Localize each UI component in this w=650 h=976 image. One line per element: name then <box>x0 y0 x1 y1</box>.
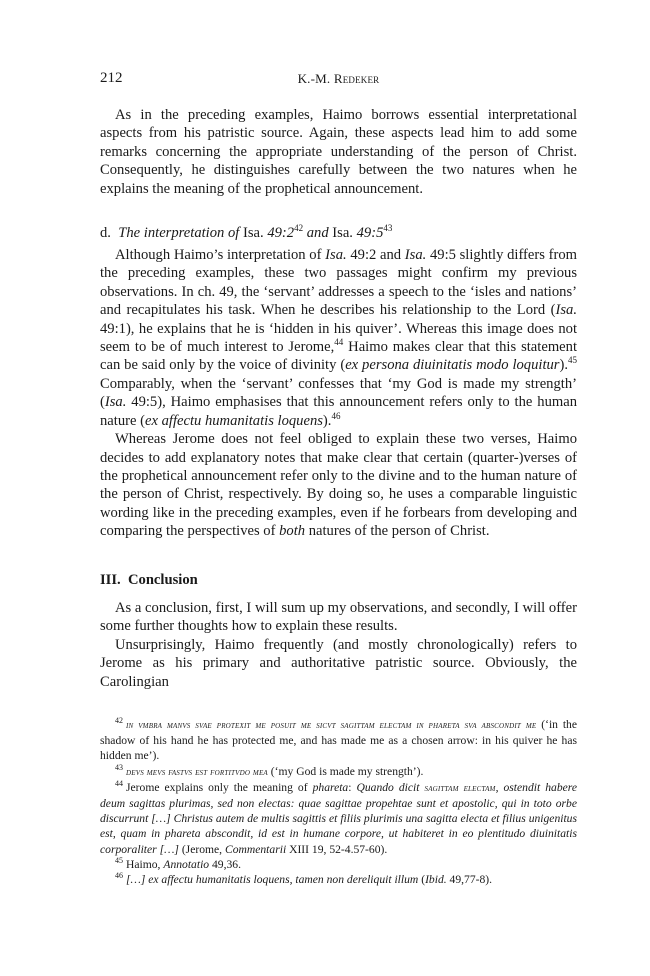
footnote-ref-42[interactable]: 42 <box>294 223 304 234</box>
section-title: Conclusion <box>127 571 198 588</box>
footnote-43: $^{43}$ devs mevs fastvs est fortitvdo mea (‘my God is made my strength’). <box>115 762 424 778</box>
paragraph-1: As in the preceding examples, Haimo borrows essential interpretational aspects from his patristic source. Again, these aspects lead him to add some remarks concerning the appropriate understanding of the person of Christ. Consequently, he distinguishes carefully between the two natures when he explains the meaning of the prophetical announcement. <box>100 107 577 197</box>
paragraph-4: As a conclusion, first, I will sum up my observations, and secondly, I will offer some further thoughts how to explain these results. <box>100 599 577 635</box>
footnote-46: $^{46}$ […] ex affectu humanitatis loquens, tamen non dereliquit illum (Ibid. 49,77-8). <box>115 871 493 886</box>
footnote-44: $^{44}$ Jerome explains only the meaning of phareta: Quando dicit sagittam electam, ostendit habere deum sagittas plurimas, sed non electas: quae sagittae propehtae sunt et apostolic, qui in toto orbe discurrunt […] Christus autem de multis sagittis et filiis plurimis una sagitta electa et filius unigenitus est, quam in phareta abscondit, id est in humane corpore, ut habiteret in eo plentitudo diuinitatis corporaliter […] (Jerome, Commentarii XIII 19, 52-4.57-60). <box>100 778 577 856</box>
running-head: K.-M. Redeker <box>297 71 380 86</box>
paragraph-2: Although Haimo’s interpretation of Isa. 49:2 and Isa. 49:5 slightly differs from the preceding examples, these two passages might confirm my previous observations. In ch. 49, the ‘servant’ addresses a speech to the ‘isles and nations’ and recapitulates his task. When he describes his relationship to the Lord (Isa. 49:1), he explains that he is ‘hidden in his quiver’. Whereas this image does not seem to be of much interest to Jerome,$^{44}$ Haimo makes clear that this statement can be said only by the voice of divinity (ex persona diuinitatis modo loquitur).$^{45}$ Comparably, when the ‘servant’ confesses that ‘my God is made my strength’ (Isa. 49:5), Haimo emphasises that this announcement refers only to the human nature (ex affectu humanitatis loquens).$^{46}$ <box>100 247 578 429</box>
section-number: III. <box>100 571 121 588</box>
subsection-and: and <box>306 225 329 242</box>
subsection-ref1: Isa. <box>242 225 264 242</box>
footnote-ref-43[interactable]: 43 <box>383 223 393 234</box>
footnote-ref-45[interactable]: 45 <box>568 355 578 366</box>
subsection-ref2-num: 49:5 <box>356 225 384 242</box>
page <box>100 70 577 887</box>
footnote-42: $^{42}$ in vmbra manvs svae protexit me posuit me sicvt sagittam electam in phareta sva abscondit me (‘in the shadow of his hand he has protected me, and has made me as a chosen arrow: in his quiver he has hidden me’). <box>100 716 578 763</box>
footnotes <box>100 717 577 887</box>
footnote-ref-46[interactable]: 46 <box>331 410 341 421</box>
footnote-45: $^{45}$ Haimo, Annotatio 49,36. <box>115 855 241 871</box>
footnote-ref-44[interactable]: 44 <box>334 337 344 348</box>
paragraph-5: Unsurprisingly, Haimo frequently (and mostly chronologically) refers to Jerome as his primary and authoritative patristic source. Obviously, the Carolingian <box>100 636 577 690</box>
subsection-ref1-num: 49:2 <box>267 225 295 242</box>
body-text <box>100 106 577 691</box>
subsection-prefix: d. <box>100 225 111 242</box>
subsection-ref2: Isa. <box>332 225 353 242</box>
subsection-title: The interpretation of <box>118 225 240 242</box>
section-heading <box>100 571 577 589</box>
subsection-heading <box>100 224 577 242</box>
page-number: 212 <box>100 70 123 86</box>
paragraph-3: Whereas Jerome does not feel obliged to explain these two verses, Haimo decides to add explanatory notes that make clear that certain (quarter-)verses of the prophetical announcement refer only to the divine and to the human nature of the person of Christ, respectively. By doing so, he uses a comparable linguistic wording like in the preceding examples, even if he forbears from developing and comparing the perspectives of both natures of the person of Christ. <box>100 431 577 540</box>
page-header <box>100 70 577 92</box>
